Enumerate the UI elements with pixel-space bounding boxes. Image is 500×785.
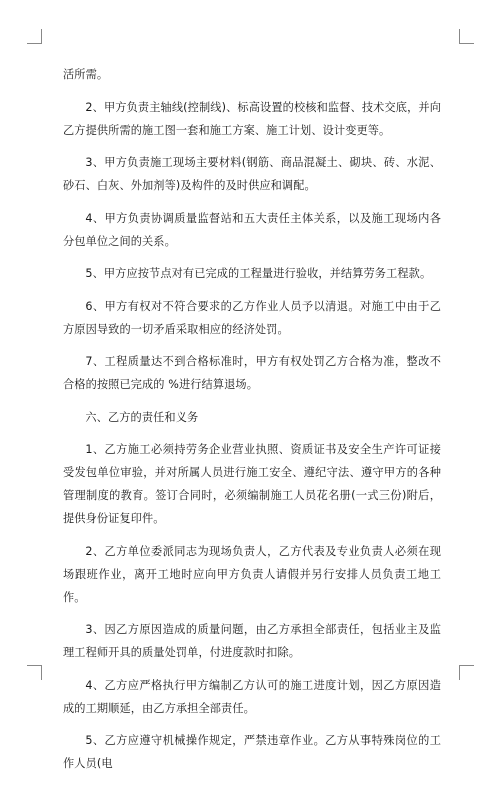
crop-mark-bottom-right bbox=[459, 665, 474, 680]
document-body bbox=[63, 63, 441, 785]
paragraph-continuation: 活所需。 bbox=[63, 68, 109, 81]
paragraph-item-2: 2、甲方负责主轴线(控制线)、标高设置的校核和监督、技术交底，并向乙方提供所需的施工图一套和施工方案、施工计划、设计变更等。 bbox=[63, 100, 441, 137]
section-heading: 六、乙方的责任和义务 bbox=[85, 410, 199, 424]
paragraph-item-3b: 3、因乙方原因造成的质量问题，由乙方承担全部责任，包括业主及监理工程师开具的质量处罚单，付进度款时扣除。 bbox=[63, 623, 441, 659]
paragraph-item-4b: 4、乙方应严格执行甲方编制乙方认可的施工进度计划，因乙方原因造成的工期顺延，由乙方承担全部责任。 bbox=[63, 678, 441, 715]
crop-mark-top-left bbox=[27, 29, 42, 44]
paragraph-item-2b: 2、乙方单位委派同志为现场负责人，乙方代表及专业负责人必须在现场跟班作业，离开工地时应向甲方负责人请假并另行安排人员负责工地工作。 bbox=[63, 544, 441, 604]
paragraph-item-4: 4、甲方负责协调质量监督站和五大责任主体关系，以及施工现场内各分包单位之间的关系。 bbox=[63, 211, 441, 248]
paragraph-item-5b: 5、乙方应遵守机械操作规定，严禁违章作业。乙方从事特殊岗位的工作人员(电 bbox=[63, 734, 441, 770]
crop-mark-top-right bbox=[459, 29, 474, 44]
paragraph-item-1: 1、乙方施工必须持劳务企业营业执照、资质证书及安全生产许可证接受发包单位审验，并对所属人员进行施工安全、遵纪守法、遵守甲方的各种管理制度的教育。签订合同时，必须编制施工人员花名册(一式三份)附后，提供身份证复印件。 bbox=[63, 443, 441, 525]
paragraph-item-7: 7、工程质量达不到合格标准时，甲方有权处罚乙方合格为准，整改不合格的按照已完成的 %进行结算退场。 bbox=[63, 355, 441, 391]
paragraph-item-3: 3、甲方负责施工现场主要材料(钢筋、商品混凝土、砌块、砖、水泥、砂石、白灰、外加剂等)及构件的及时供应和调配。 bbox=[63, 156, 441, 192]
paragraph-item-5: 5、甲方应按节点对有已完成的工程量进行验收，并结算劳务工程款。 bbox=[85, 267, 432, 280]
crop-mark-bottom-left bbox=[27, 665, 42, 680]
paragraph-item-6: 6、甲方有权对不符合要求的乙方作业人员予以清退。对施工中由于乙方原因导致的一切矛盾采取相应的经济处罚。 bbox=[63, 299, 441, 336]
